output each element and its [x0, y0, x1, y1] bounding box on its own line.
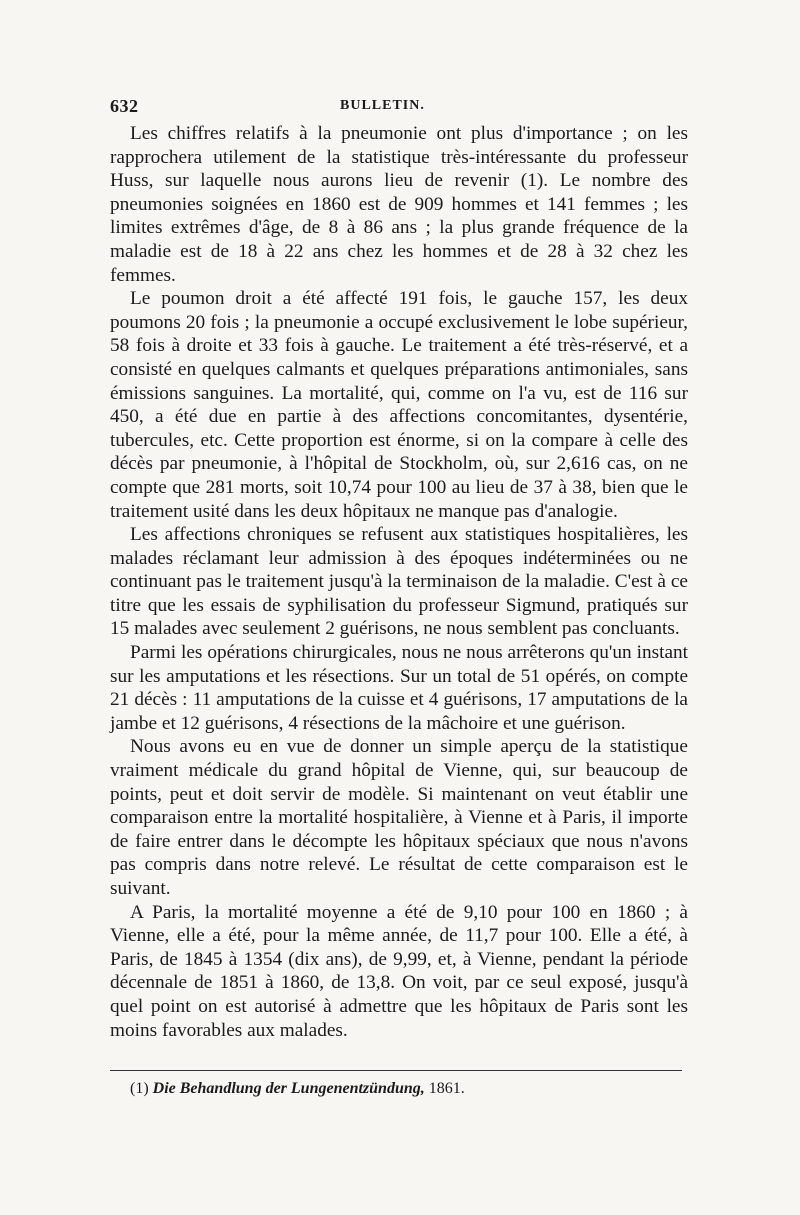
paragraph-paris-mortality: A Paris, la mortalité moyenne a été de 9,10 pour 100 en 1860 ; à Vienne, elle a été, pour la même année, de 11,7 pour 100. Elle a été, à Paris, de 1845 à 1354 (dix ans), de 9,99, et, à Vienne, pendant la période décennale de 1851 à 1860, de 13,8. On voit, par ce seul exposé, jusqu'à quel point on est autorisé à admettre que les hôpitaux de Paris sont les moins favorables aux malades. [110, 901, 688, 1041]
body-text [110, 122, 688, 1042]
footnote-divider [110, 1070, 682, 1071]
paragraph-pneumonia-figures: Les chiffres relatifs à la pneumonie ont plus d'importance ; on les rapprochera utilement de la statistique très-intéressante du professeur Huss, sur laquelle nous aurons lieu de revenir (1). Le nombre des pneumonies soignées en 1860 est de 909 hommes et 141 femmes ; les limites extrêmes d'âge, de 8 à 86 ans ; la plus grande fréquence de la maladie est de 18 à 22 ans chez les hommes et de 28 à 32 chez les femmes. [110, 123, 688, 286]
running-title: BULLETIN. [340, 98, 425, 113]
paragraph-vienne-statistics: Nous avons eu en vue de donner un simple aperçu de la statistique vraiment médicale du grand hôpital de Vienne, qui, sur beaucoup de points, peut et doit servir de modèle. Si maintenant on veut établir une comparaison entre la mortalité hospitalière, à Vienne et à Paris, il importe de faire entrer dans le décompte les hôpitaux spéciaux que nous n'avons pas compris dans notre relevé. Le résultat de cette comparaison est le suivant. [110, 736, 688, 899]
footnote [110, 1079, 688, 1099]
page-header [110, 96, 688, 122]
footnote-year: 1861. [428, 1080, 465, 1098]
paragraph-lung-affection: Le poumon droit a été affecté 191 fois, le gauche 157, les deux poumons 20 fois ; la pneumonie a occupé exclusivement le lobe supérieur, 58 fois à droite et 33 fois à gauche. Le traitement a été très-réservé, et a consisté en quelques calmants et quelques préparations antimoniales, sans émissions sanguines. La mortalité, qui, comme on l'a vu, est de 116 sur 450, a été due en partie à des affections concomitantes, dysentérie, tubercules, etc. Cette proportion est énorme, si on la compare à celle des décès par pneumonie, à l'hôpital de Stockholm, où, sur 2,616 cas, on ne compte que 281 morts, soit 10,74 pour 100 au lieu de 37 à 38, bien que le traitement usité dans les deux hôpitaux ne manque pas d'analogie. [110, 288, 688, 522]
footnote-marker: (1) [130, 1080, 149, 1098]
paragraph-surgical-operations: Parmi les opérations chirurgicales, nous ne nous arrêterons qu'un instant sur les amputations et les résections. Sur un total de 51 opérés, on compte 21 décès : 11 amputations de la cuisse et 4 guérisons, 17 amputations de la jambe et 12 guérisons, 4 résections de la mâchoire et une guérison. [110, 642, 688, 734]
footnote-title: Die Behandlung der Lungenentzündung, [152, 1080, 425, 1098]
document-page [110, 96, 688, 1099]
paragraph-chronic-affections: Les affections chroniques se refusent aux statistiques hospitalières, les malades réclamant leur admission à des époques indéterminées ou ne continuant pas le traitement jusqu'à la terminaison de la maladie. C'est à ce titre que les essais de syphilisation du professeur Sigmund, pratiqués sur 15 malades avec seulement 2 guérisons, ne nous semblent pas concluants. [110, 524, 688, 640]
page-number: 632 [110, 96, 139, 116]
